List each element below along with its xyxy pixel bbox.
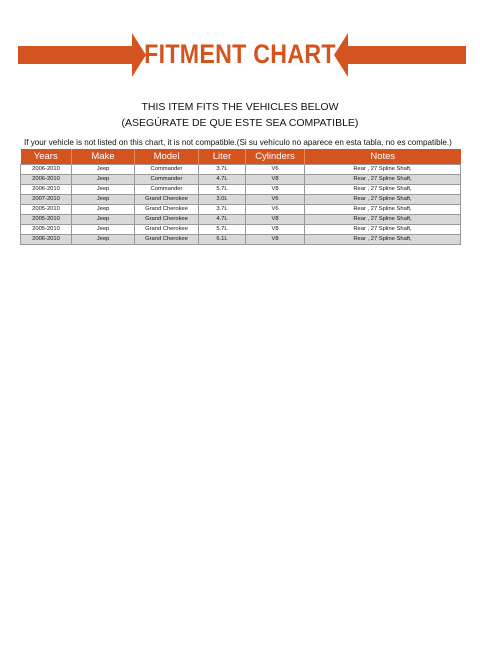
cell-years: 2006-2010	[21, 165, 72, 175]
cell-model: Grand Cherokee	[135, 235, 199, 245]
header-model: Model	[135, 149, 199, 165]
fitment-table	[20, 149, 461, 245]
cell-notes: Rear , 27 Spline Shaft,	[305, 235, 461, 245]
cell-notes: Rear , 27 Spline Shaft,	[305, 195, 461, 205]
cell-make: Jeep	[72, 235, 135, 245]
cell-years: 2006-2010	[21, 175, 72, 185]
cell-years: 2005-2010	[21, 205, 72, 215]
cell-notes: Rear , 27 Spline Shaft,	[305, 175, 461, 185]
cell-notes: Rear , 27 Spline Shaft,	[305, 185, 461, 195]
table-row	[21, 235, 461, 245]
cell-make: Jeep	[72, 225, 135, 235]
cell-model: Grand Cherokee	[135, 205, 199, 215]
cell-years: 2006-2010	[21, 235, 72, 245]
cell-cylinders: V8	[246, 235, 305, 245]
compatible-subheading: (ASEGÚRATE DE QUE ESTE SEA COMPATIBLE)	[121, 117, 359, 129]
table-row	[21, 195, 461, 205]
table-row	[21, 225, 461, 235]
cell-make: Jeep	[72, 165, 135, 175]
cell-cylinders: V8	[246, 215, 305, 225]
cell-liter: 4.7L	[199, 215, 246, 225]
cell-liter: 4.7L	[199, 175, 246, 185]
header-cylinders: Cylinders	[246, 149, 305, 165]
cell-make: Jeep	[72, 205, 135, 215]
cell-model: Grand Cherokee	[135, 215, 199, 225]
cell-liter: 5.7L	[199, 225, 246, 235]
table-row	[21, 205, 461, 215]
cell-liter: 6.1L	[199, 235, 246, 245]
cell-make: Jeep	[72, 195, 135, 205]
cell-model: Commander	[135, 165, 199, 175]
cell-model: Grand Cherokee	[135, 225, 199, 235]
cell-years: 2005-2010	[21, 215, 72, 225]
cell-cylinders: V8	[246, 225, 305, 235]
fitment-banner	[0, 30, 480, 82]
cell-liter: 3.7L	[199, 165, 246, 175]
header-make: Make	[72, 149, 135, 165]
cell-cylinders: V6	[246, 165, 305, 175]
cell-make: Jeep	[72, 215, 135, 225]
cell-years: 2005-2010	[21, 225, 72, 235]
cell-notes: Rear , 27 Spline Shaft,	[305, 165, 461, 175]
cell-notes: Rear , 27 Spline Shaft,	[305, 205, 461, 215]
fits-heading: THIS ITEM FITS THE VEHICLES BELOW	[141, 101, 339, 113]
cell-years: 2006-2010	[21, 185, 72, 195]
cell-cylinders: V6	[246, 195, 305, 205]
cell-liter: 3.7L	[199, 205, 246, 215]
cell-make: Jeep	[72, 185, 135, 195]
table-row	[21, 185, 461, 195]
cell-cylinders: V8	[246, 185, 305, 195]
cell-cylinders: V6	[246, 205, 305, 215]
cell-liter: 3.0L	[199, 195, 246, 205]
cell-years: 2007-2010	[21, 195, 72, 205]
cell-liter: 5.7L	[199, 185, 246, 195]
header-liter: Liter	[199, 149, 246, 165]
cell-notes: Rear , 27 Spline Shaft,	[305, 215, 461, 225]
table-row	[21, 215, 461, 225]
cell-cylinders: V8	[246, 175, 305, 185]
banner-title: FITMENT CHART	[144, 39, 336, 69]
compatibility-note: If your vehicle is not listed on this chart, it is not compatible.(Si su vehículo no aparece en esta tabla, no es compatible.)	[24, 138, 452, 147]
cell-model: Grand Cherokee	[135, 195, 199, 205]
cell-notes: Rear , 27 Spline Shaft,	[305, 225, 461, 235]
header-notes: Notes	[305, 149, 461, 165]
table-row	[21, 165, 461, 175]
cell-model: Commander	[135, 175, 199, 185]
header-years: Years	[21, 149, 72, 165]
table-header-row	[21, 149, 461, 165]
cell-model: Commander	[135, 185, 199, 195]
cell-make: Jeep	[72, 175, 135, 185]
table-row	[21, 175, 461, 185]
